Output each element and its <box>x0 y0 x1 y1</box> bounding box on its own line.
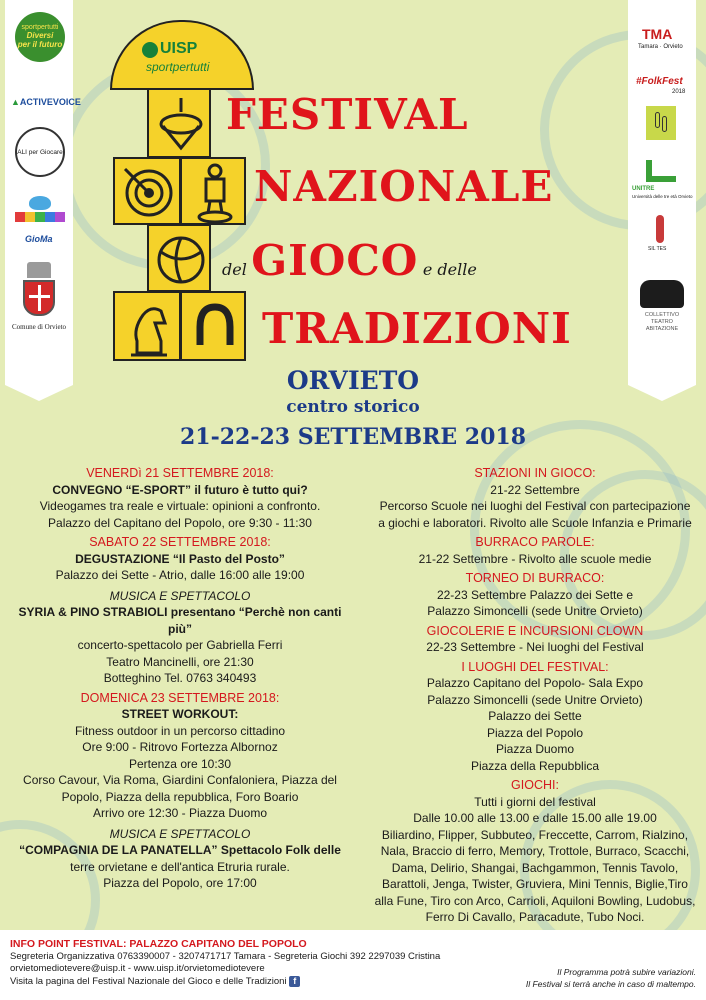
ali-text: ALI per Giocare <box>17 148 63 156</box>
program-line: Pertenza ore 10:30 <box>128 756 232 771</box>
program-line: Piazza del Popolo, ore 17:00 <box>103 876 257 890</box>
facebook-text: Visita la pagina del Festival Nazionale del Gioco e delle Tradizioni <box>10 975 287 987</box>
program-line: Piazza Duomo <box>495 742 575 756</box>
footprint-logo <box>646 106 676 140</box>
program-line: TORNEO DI BURRACO: <box>465 571 605 585</box>
tma-text: TMA <box>642 26 673 42</box>
program-line: 21-22 Settembre <box>490 482 580 497</box>
program-line: Palazzo Capitano del Popolo- Sala Expo <box>426 676 644 690</box>
colorful-houses-icon <box>15 212 65 222</box>
program-line: DOMENICA 23 SETTEMBRE 2018: <box>80 690 280 705</box>
facebook-icon[interactable]: f <box>289 976 300 987</box>
program-line: CONVEGNO “E-SPORT” il futuro è tutto qui? <box>52 482 308 497</box>
chess-knight-icon <box>115 293 183 363</box>
program-line: Dama, Delirio, Shangai, Bachgammon, Tennis Tavolo, <box>391 860 679 875</box>
program-line: SYRIA & PINO STRABIOLI presentano “Perchè non canti più” <box>18 605 342 636</box>
ball-icon <box>149 226 213 294</box>
activevoice-logo: ▲ACTIVEVOICE <box>11 97 81 107</box>
folkfest-logo: #FolkFest <box>636 76 683 87</box>
program-line: I LUOGHI DEL FESTIVAL: <box>461 659 609 674</box>
program-line: Popolo, Piazza della repubblica, Foro Boario <box>61 789 299 804</box>
program-line: Piazza del Popolo <box>486 725 584 740</box>
program-line: STREET WORKOUT: <box>121 707 239 721</box>
hopscotch-box-horseshoe <box>180 291 246 361</box>
program-line: SABATO 22 SETTEMBRE 2018: <box>89 535 271 549</box>
gioma-logo: GioMa <box>25 234 53 244</box>
city: ORVIETO <box>286 366 420 395</box>
left-sponsor-strip <box>5 0 81 385</box>
hopscotch-box-target <box>113 157 181 225</box>
title-festival: FESTIVAL <box>226 90 469 139</box>
program-line: 22-23 Settembre Palazzo dei Sette e <box>436 587 634 602</box>
program-right-column <box>372 465 698 926</box>
title-tradizioni: TRADIZIONI <box>262 304 572 353</box>
right-sponsor-strip <box>628 0 696 385</box>
whale-icon <box>29 196 51 210</box>
uisp-tagline: sportpertutti <box>146 60 210 74</box>
target-icon <box>115 159 183 227</box>
program-left-column <box>10 465 350 892</box>
spinning-top-icon <box>149 90 213 160</box>
footer-notes <box>526 966 696 990</box>
tma-subtitle: Tamara · Orvieto <box>638 44 683 50</box>
program-line: Percorso Scuole nei luoghi del Festival con partecipazione <box>379 499 691 513</box>
hopscotch-box-ball <box>147 224 211 292</box>
program-line: Tutti i giorni del festival <box>474 794 596 809</box>
program-line: Dalle 10.00 alle 13.00 e dalle 15.00 alle 19.00 <box>413 811 657 825</box>
program-line: Palazzo dei Sette - Atrio, dalle 16:00 alle 19:00 <box>55 568 305 582</box>
title-gioco-line <box>222 236 477 285</box>
collettivo-text: COLLETTIVO TEATRO ABITAZIONE <box>644 312 680 332</box>
hopscotch-box-spinning-top <box>147 88 211 158</box>
title-gioco: GIOCO <box>251 236 419 285</box>
program-line: Nala, Braccio di ferro, Memory, Trottole, Burraco, Scacchi, <box>380 844 690 858</box>
unitre-text: UNITRE <box>632 186 655 192</box>
sportpertutti-badge-logo <box>15 12 65 62</box>
program-line: Botteghino Tel. 0763 340493 <box>103 671 257 685</box>
secretariat: Segreteria Organizzativa 0763390007 - 3207471717 Tamara - Segreteria Giochi 392 2297039 Cristina <box>10 950 441 962</box>
program-line: 21-22 Settembre - Rivolto alle scuole medie <box>418 551 652 566</box>
program-line: alla Fune, Tiro con Arco, Carrioli, Aquiloni Bowling, Ludobus, <box>374 893 696 908</box>
program-line: Corso Cavour, Via Roma, Giardini Confaloniera, Piazza del <box>23 773 337 787</box>
unitre-logo-mark <box>646 160 676 182</box>
hopscotch-box-table-football <box>180 157 246 225</box>
hopscotch-box-chess-knight <box>113 291 181 361</box>
ali-per-giocare-logo <box>15 127 65 177</box>
facebook-line <box>10 976 440 989</box>
program-line: concerto-spettacolo per Gabriella Ferri <box>77 638 283 652</box>
unitre-subtitle: Università delle tre età Orvieto <box>632 194 693 199</box>
footer-contacts <box>10 938 440 988</box>
program-line: Biliardino, Flipper, Subbuteo, Freccette, Carrom, Rialzino, <box>381 827 689 842</box>
program-line: Teatro Mancinelli, ore 21:30 <box>106 654 254 669</box>
program-line: Palazzo del Capitano del Popolo, ore 9:30 - 11:30 <box>48 515 312 530</box>
program-line: VENERDì 21 SETTEMBRE 2018: <box>86 466 274 480</box>
program-line: Palazzo dei Sette <box>488 709 582 723</box>
program-line: “COMPAGNIA DE LA PANATELLA” Spettacolo Folk delle <box>19 843 341 857</box>
table-football-player-icon <box>182 159 248 227</box>
siltes-text: SIL TES <box>648 246 667 252</box>
program-line: Piazza della Repubblica <box>470 758 600 773</box>
uisp-ball-icon <box>142 42 158 58</box>
comune-label: Comune di Orvieto <box>11 323 67 331</box>
collettivo-logo <box>640 280 684 308</box>
program-line: STAZIONI IN GIOCO: <box>474 466 596 480</box>
title-nazionale: NAZIONALE <box>254 162 554 211</box>
crown-icon <box>27 262 51 278</box>
horseshoe-icon <box>182 293 248 363</box>
orvieto-coat-of-arms-icon <box>23 280 55 316</box>
program-line: MUSICA E SPETTACOLO <box>109 588 251 603</box>
title-e-delle: e delle <box>422 260 477 279</box>
web-contacts[interactable]: orvietomedio​tevere@uisp.it - www.uisp.it/orvietomediotevere <box>10 963 265 974</box>
note-variations: Il Programma potrà subire variazioni. <box>557 967 696 977</box>
program-line: Fitness outdoor in un percorso cittadino <box>74 723 286 738</box>
note-weather: Il Festival si terrà anche in caso di maltempo. <box>525 979 696 989</box>
program-line: GIOCHI: <box>511 778 559 792</box>
tma-logo <box>642 26 672 42</box>
uisp-name: UISP <box>160 40 198 57</box>
program-line: DEGUSTAZIONE “Il Pasto del Posto” <box>75 551 285 566</box>
program-line: 22-23 Settembre - Nei luoghi del Festival <box>426 640 644 654</box>
area: centro storico <box>286 397 420 417</box>
program-line: Palazzo Simoncelli (sede Unitre Orvieto) <box>427 604 643 618</box>
info-point: INFO POINT FESTIVAL: PALAZZO CAPITANO DEL POPOLO <box>10 938 307 950</box>
program-line: GIOCOLERIE E INCURSIONI CLOWN <box>426 623 644 638</box>
program-line: a giochi e laboratori. Rivolto alle Scuole Infanzia e Primarie <box>378 515 692 530</box>
program-line: Videogames tra reale e virtuale: opinioni a confronto. <box>39 499 321 513</box>
program-line: Ferro Di Cavallo, Paracadute, Tubo Noci. <box>425 910 645 924</box>
program-line: Arrivo ore 12:30 - Piazza Duomo <box>92 806 268 820</box>
program-line: terre orvietane e dell'antica Etruria rurale. <box>70 859 290 874</box>
activevoice-text: ACTIVEVOICE <box>19 97 81 107</box>
badge-line: Diversi <box>26 31 54 41</box>
badge-line: per il futuro <box>17 39 63 49</box>
title-del: del <box>222 260 247 279</box>
program-line: Palazzo Simoncelli (sede Unitre Orvieto) <box>427 692 643 707</box>
footer <box>0 930 706 1000</box>
folkfest-year: 2018 <box>672 89 686 95</box>
program-line: Ore 9:00 - Ritrovo Fortezza Albornoz <box>82 740 278 754</box>
dancer-figure-icon <box>656 215 664 243</box>
program-line: MUSICA E SPETTACOLO <box>109 826 251 841</box>
dates: 21-22-23 SETTEMBRE 2018 <box>179 424 527 450</box>
badge-line: sportpertutti <box>21 24 59 32</box>
program-line: Barattoli, Jenga, Twister, Gruviera, Mini Tennis, Biglie,Tiro <box>382 877 688 891</box>
program-line: BURRACO PAROLE: <box>475 535 595 549</box>
uisp-logo <box>110 20 254 90</box>
